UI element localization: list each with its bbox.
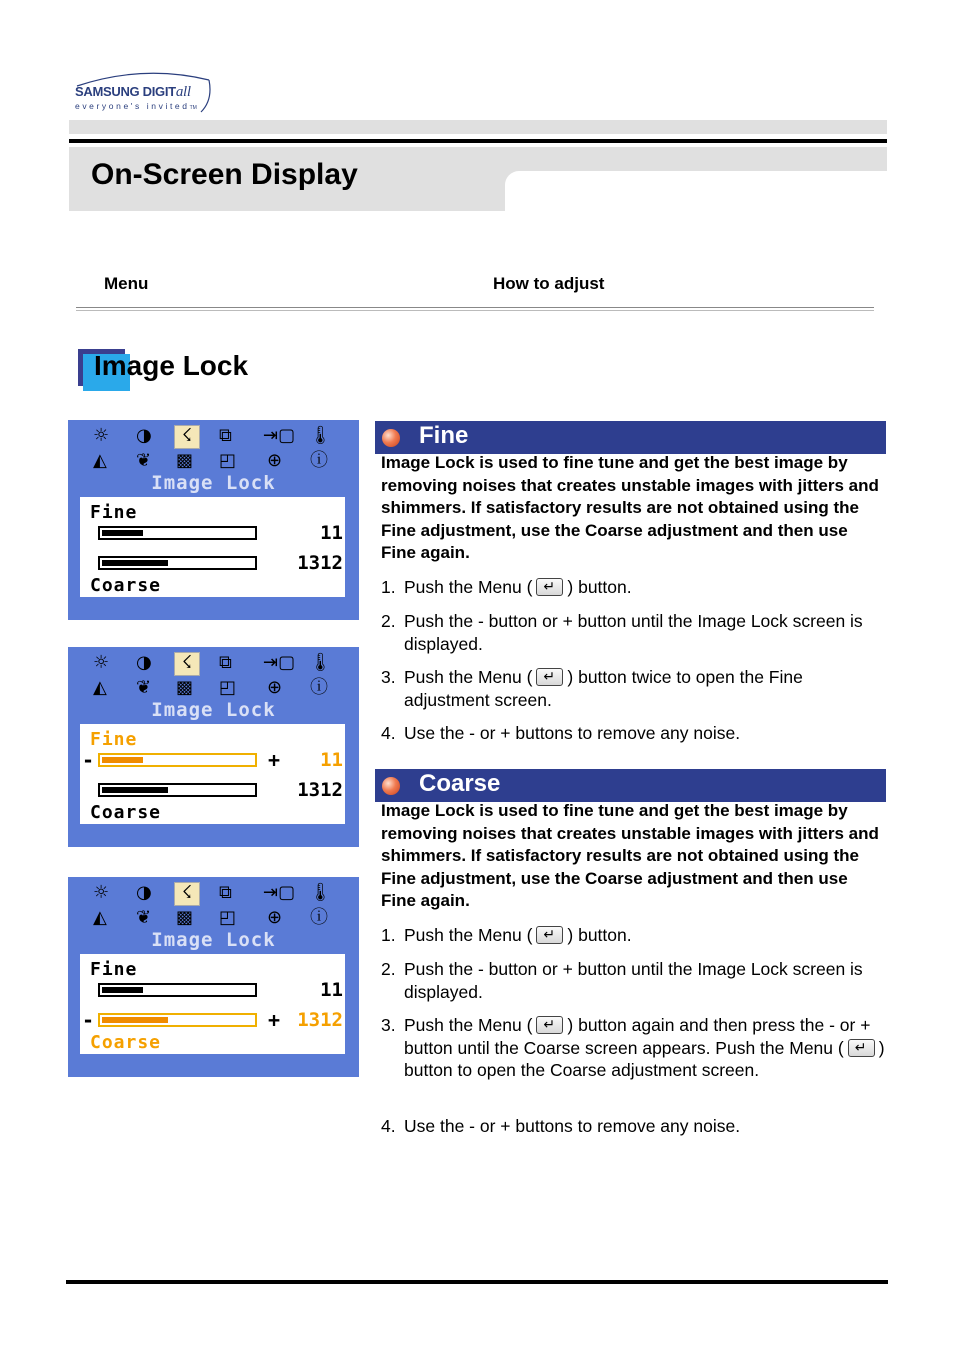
osd-title: Image Lock <box>151 472 276 494</box>
step-number: 1. <box>381 577 396 597</box>
menu-enter-icon <box>536 578 563 596</box>
contrast-icon: ◑ <box>136 882 152 903</box>
osd-fine-value: 11 <box>320 979 343 1001</box>
bullet-ball-icon <box>382 777 400 795</box>
fine-bar-fill <box>102 987 143 993</box>
bullet-ball-icon <box>382 429 400 447</box>
column-divider <box>76 307 874 311</box>
temperature-icon: 🌡︎ <box>309 882 332 903</box>
moire-icon: ❦ <box>136 907 152 928</box>
osd-icon: ◰ <box>219 907 237 928</box>
minus-sign: - <box>82 1008 95 1032</box>
image-lock-icon: ☇ <box>175 426 199 448</box>
menu-enter-icon <box>536 1016 563 1034</box>
step-text: Push the Menu (↵ ) button. <box>404 924 886 947</box>
coarse-bar <box>98 783 257 797</box>
fine-bar <box>98 526 257 540</box>
osd-inner <box>80 724 345 824</box>
menu-enter-icon <box>536 668 563 686</box>
geometry-icon: ◭ <box>93 677 107 698</box>
step-number: 4. <box>381 1116 396 1136</box>
contrast-icon: ◑ <box>136 652 152 673</box>
position-icon: ⧉ <box>219 652 232 673</box>
sun-icon: ☼ <box>93 652 110 673</box>
osd-title: Image Lock <box>151 699 276 721</box>
step-number: 4. <box>381 723 396 743</box>
osd-coarse-value: 1312 <box>297 1009 343 1031</box>
pattern-icon: ▩ <box>176 907 194 928</box>
coarse-header <box>375 769 886 802</box>
osd-title: Image Lock <box>151 929 276 951</box>
pattern-icon: ▩ <box>176 677 194 698</box>
logo-brand: SAMSUNG DIGITall <box>75 84 191 100</box>
size-icon: ⇥▢ <box>263 882 296 903</box>
step-number: 3. <box>381 1015 396 1035</box>
pattern-icon: ▩ <box>176 450 194 471</box>
step-text: Use the - or + buttons to remove any noise. <box>404 723 741 743</box>
step-number: 1. <box>381 925 396 945</box>
minus-sign: - <box>82 748 95 772</box>
moire-icon: ❦ <box>136 677 152 698</box>
samsung-logo <box>73 70 213 114</box>
moire-icon: ❦ <box>136 450 152 471</box>
osd-icon: ◰ <box>219 450 237 471</box>
step-text: Push the Menu (↵ ) button twice to open the Fine adjustment screen. <box>404 666 886 711</box>
coarse-description: Image Lock is used to fine tune and get the best image by removing noises that creates unstable images with jitters and shimmers. If satisfactory results are not obtained using the Fine adjustment, use the Coarse adjustment and then use Fine again. <box>381 801 879 910</box>
step-number: 2. <box>381 611 396 631</box>
info-icon: ⓘ <box>310 907 328 928</box>
clock-icon: ⊕ <box>267 907 283 928</box>
sun-icon: ☼ <box>93 882 110 903</box>
osd-coarse-value: 1312 <box>297 552 343 574</box>
coarse-bar-fill <box>102 560 168 566</box>
fine-heading: Fine <box>419 422 469 449</box>
step-text: Push the Menu (↵ ) button. <box>404 576 886 599</box>
fine-bar <box>98 983 257 997</box>
osd-inner <box>80 497 345 597</box>
menu-column-header: Menu <box>104 274 149 293</box>
clock-icon: ⊕ <box>267 677 283 698</box>
osd-fine-label: Fine <box>90 729 138 750</box>
temperature-icon: 🌡︎ <box>309 652 332 673</box>
osd-fine-value: 11 <box>320 522 343 544</box>
coarse-heading: Coarse <box>419 770 501 797</box>
title-notch-cut <box>505 171 533 199</box>
plus-sign: + <box>268 748 281 772</box>
info-icon: ⓘ <box>310 450 328 471</box>
clock-icon: ⊕ <box>267 450 283 471</box>
image-lock-icon: ☇ <box>175 883 199 905</box>
temperature-icon: 🌡︎ <box>309 425 332 446</box>
footer-rule <box>66 1280 888 1284</box>
fine-header <box>375 421 886 454</box>
coarse-bar-fill <box>102 787 168 793</box>
coarse-bar <box>98 556 257 570</box>
position-icon: ⧉ <box>219 882 232 903</box>
coarse-bar-fill <box>102 1017 168 1023</box>
position-icon: ⧉ <box>219 425 232 446</box>
page-title: On-Screen Display <box>91 158 358 191</box>
info-icon: ⓘ <box>310 677 328 698</box>
geometry-icon: ◭ <box>93 907 107 928</box>
osd-panel-coarse <box>68 877 359 1077</box>
menu-enter-icon <box>536 926 563 944</box>
header-band <box>69 120 887 134</box>
title-box-tab <box>505 147 887 171</box>
fine-bar-fill <box>102 757 143 763</box>
osd-icon: ◰ <box>219 677 237 698</box>
size-icon: ⇥▢ <box>263 425 296 446</box>
plus-sign: + <box>268 1008 281 1032</box>
coarse-bar <box>98 1013 257 1027</box>
osd-panel-image-lock <box>68 420 359 620</box>
osd-fine-value: 11 <box>320 749 343 771</box>
step-text: Use the - or + buttons to remove any noise. <box>404 1116 741 1136</box>
geometry-icon: ◭ <box>93 450 107 471</box>
osd-panel-fine <box>68 647 359 847</box>
osd-coarse-label: Coarse <box>90 802 162 823</box>
fine-bar <box>98 753 257 767</box>
osd-inner <box>80 954 345 1054</box>
step-text: Push the - button or + button until the Image Lock screen is displayed. <box>404 611 863 654</box>
osd-coarse-label: Coarse <box>90 1032 162 1053</box>
how-to-column-header: How to adjust <box>493 274 605 293</box>
image-lock-icon: ☇ <box>175 653 199 675</box>
fine-bar-fill <box>102 530 143 536</box>
fine-description: Image Lock is used to fine tune and get the best image by removing noises that creates unstable images with jitters and shimmers. If satisfactory results are not obtained using the Fine adjustment, use the Coarse adjustment and then use Fine again. <box>381 453 879 562</box>
step-text: Push the - button or + button until the Image Lock screen is displayed. <box>404 959 863 1002</box>
osd-fine-label: Fine <box>90 959 138 980</box>
step-text: Push the Menu (↵ ) button again and then press the - or + button until the Coarse screen appears. Push the Menu (↵ ) button to open the Coarse adjustment screen. <box>404 1014 886 1082</box>
osd-fine-label: Fine <box>90 502 138 523</box>
step-number: 2. <box>381 959 396 979</box>
logo-tagline: everyone's invitedTM <box>75 101 197 111</box>
section-title: Image Lock <box>94 350 249 381</box>
step-number: 3. <box>381 667 396 687</box>
menu-enter-icon <box>848 1039 875 1057</box>
osd-coarse-value: 1312 <box>297 779 343 801</box>
size-icon: ⇥▢ <box>263 652 296 673</box>
contrast-icon: ◑ <box>136 425 152 446</box>
osd-coarse-label: Coarse <box>90 575 162 596</box>
header-rule <box>69 139 887 143</box>
sun-icon: ☼ <box>93 425 110 446</box>
